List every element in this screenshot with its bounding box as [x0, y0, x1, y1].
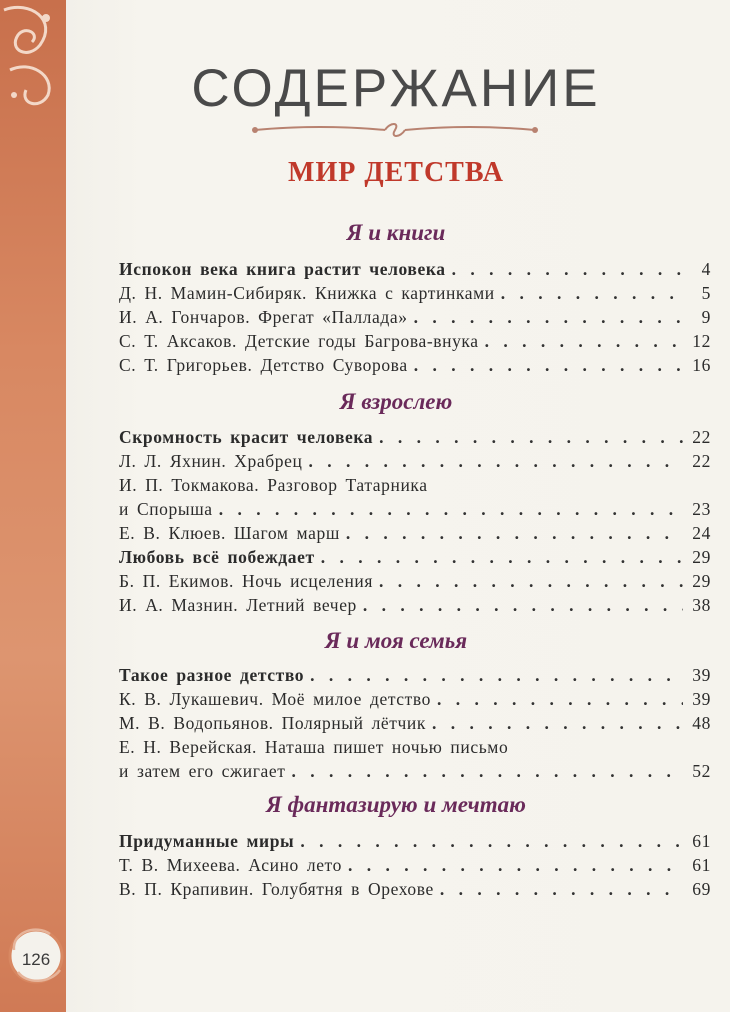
toc-entry[interactable]: И. А. Гончаров. Фрегат «Паллада» . . . 9	[119, 305, 711, 329]
page-number: 126	[21, 950, 51, 969]
toc-entry[interactable]: К. В. Лукашевич. Моё милое детство . . . 39	[119, 687, 711, 711]
toc-entry[interactable]: Скромность красит человека . . . 22	[119, 425, 711, 449]
toc-entry[interactable]: С. Т. Аксаков. Детские годы Багрова-внука . . . 12	[119, 329, 711, 353]
toc-entry[interactable]: Испокон века книга растит человека . . . 4	[119, 257, 711, 281]
toc-entry-line-2[interactable]: и затем его сжигает . . . 52	[119, 759, 711, 783]
toc-entry[interactable]: Т. В. Михеева. Асино лето . . . 61	[119, 853, 711, 877]
toc-entry[interactable]: М. В. Водопьянов. Полярный лётчик . . . 48	[119, 711, 711, 735]
toc-entry-line-2[interactable]: и Спорыша . . . 23	[119, 497, 711, 521]
page-title: СОДЕРЖАНИЕ	[191, 59, 601, 118]
toc-entry-line-1[interactable]: Е. Н. Верейская. Наташа пишет ночью письмо	[119, 737, 509, 757]
group-heading: Я и книги	[346, 220, 446, 245]
toc-entry[interactable]: Б. П. Екимов. Ночь исцеления . . . 29	[119, 569, 711, 593]
decorative-side-strip	[0, 0, 66, 1012]
toc-entry[interactable]: Такое разное детство . . . 39	[119, 663, 711, 687]
toc-entry[interactable]: Л. Л. Яхнин. Храбрец . . . 22	[119, 449, 711, 473]
group-heading: Я и моя семья	[324, 628, 468, 653]
toc-entry[interactable]: В. П. Крапивин. Голубятня в Орехове . . . 69	[119, 877, 711, 901]
section-heading: МИР ДЕТСТВА	[288, 157, 504, 188]
toc-entry-line-1[interactable]: И. П. Токмакова. Разговор Татарника	[119, 475, 428, 495]
toc-entry[interactable]: Любовь всё побеждает . . . 29	[119, 545, 711, 569]
toc-entry[interactable]: Д. Н. Мамин-Сибиряк. Книжка с картинками . . . 5	[119, 281, 711, 305]
toc-group-4	[119, 829, 711, 901]
toc-entry[interactable]: И. А. Мазнин. Летний вечер . . . 38	[119, 593, 711, 617]
toc-entry[interactable]: Е. В. Клюев. Шагом марш . . . 24	[119, 521, 711, 545]
toc-group-1	[119, 257, 711, 377]
toc-entry[interactable]: С. Т. Григорьев. Детство Суворова . . . 16	[119, 353, 711, 377]
group-heading: Я фантазирую и мечтаю	[266, 792, 526, 817]
floral-ornament-icon	[0, 0, 66, 120]
ornamental-divider-icon	[245, 122, 545, 138]
toc-group-2	[119, 425, 711, 617]
toc-entry[interactable]: Придуманные миры . . . 61	[119, 829, 711, 853]
group-heading: Я взрослею	[339, 389, 453, 414]
toc-group-3	[119, 663, 711, 783]
